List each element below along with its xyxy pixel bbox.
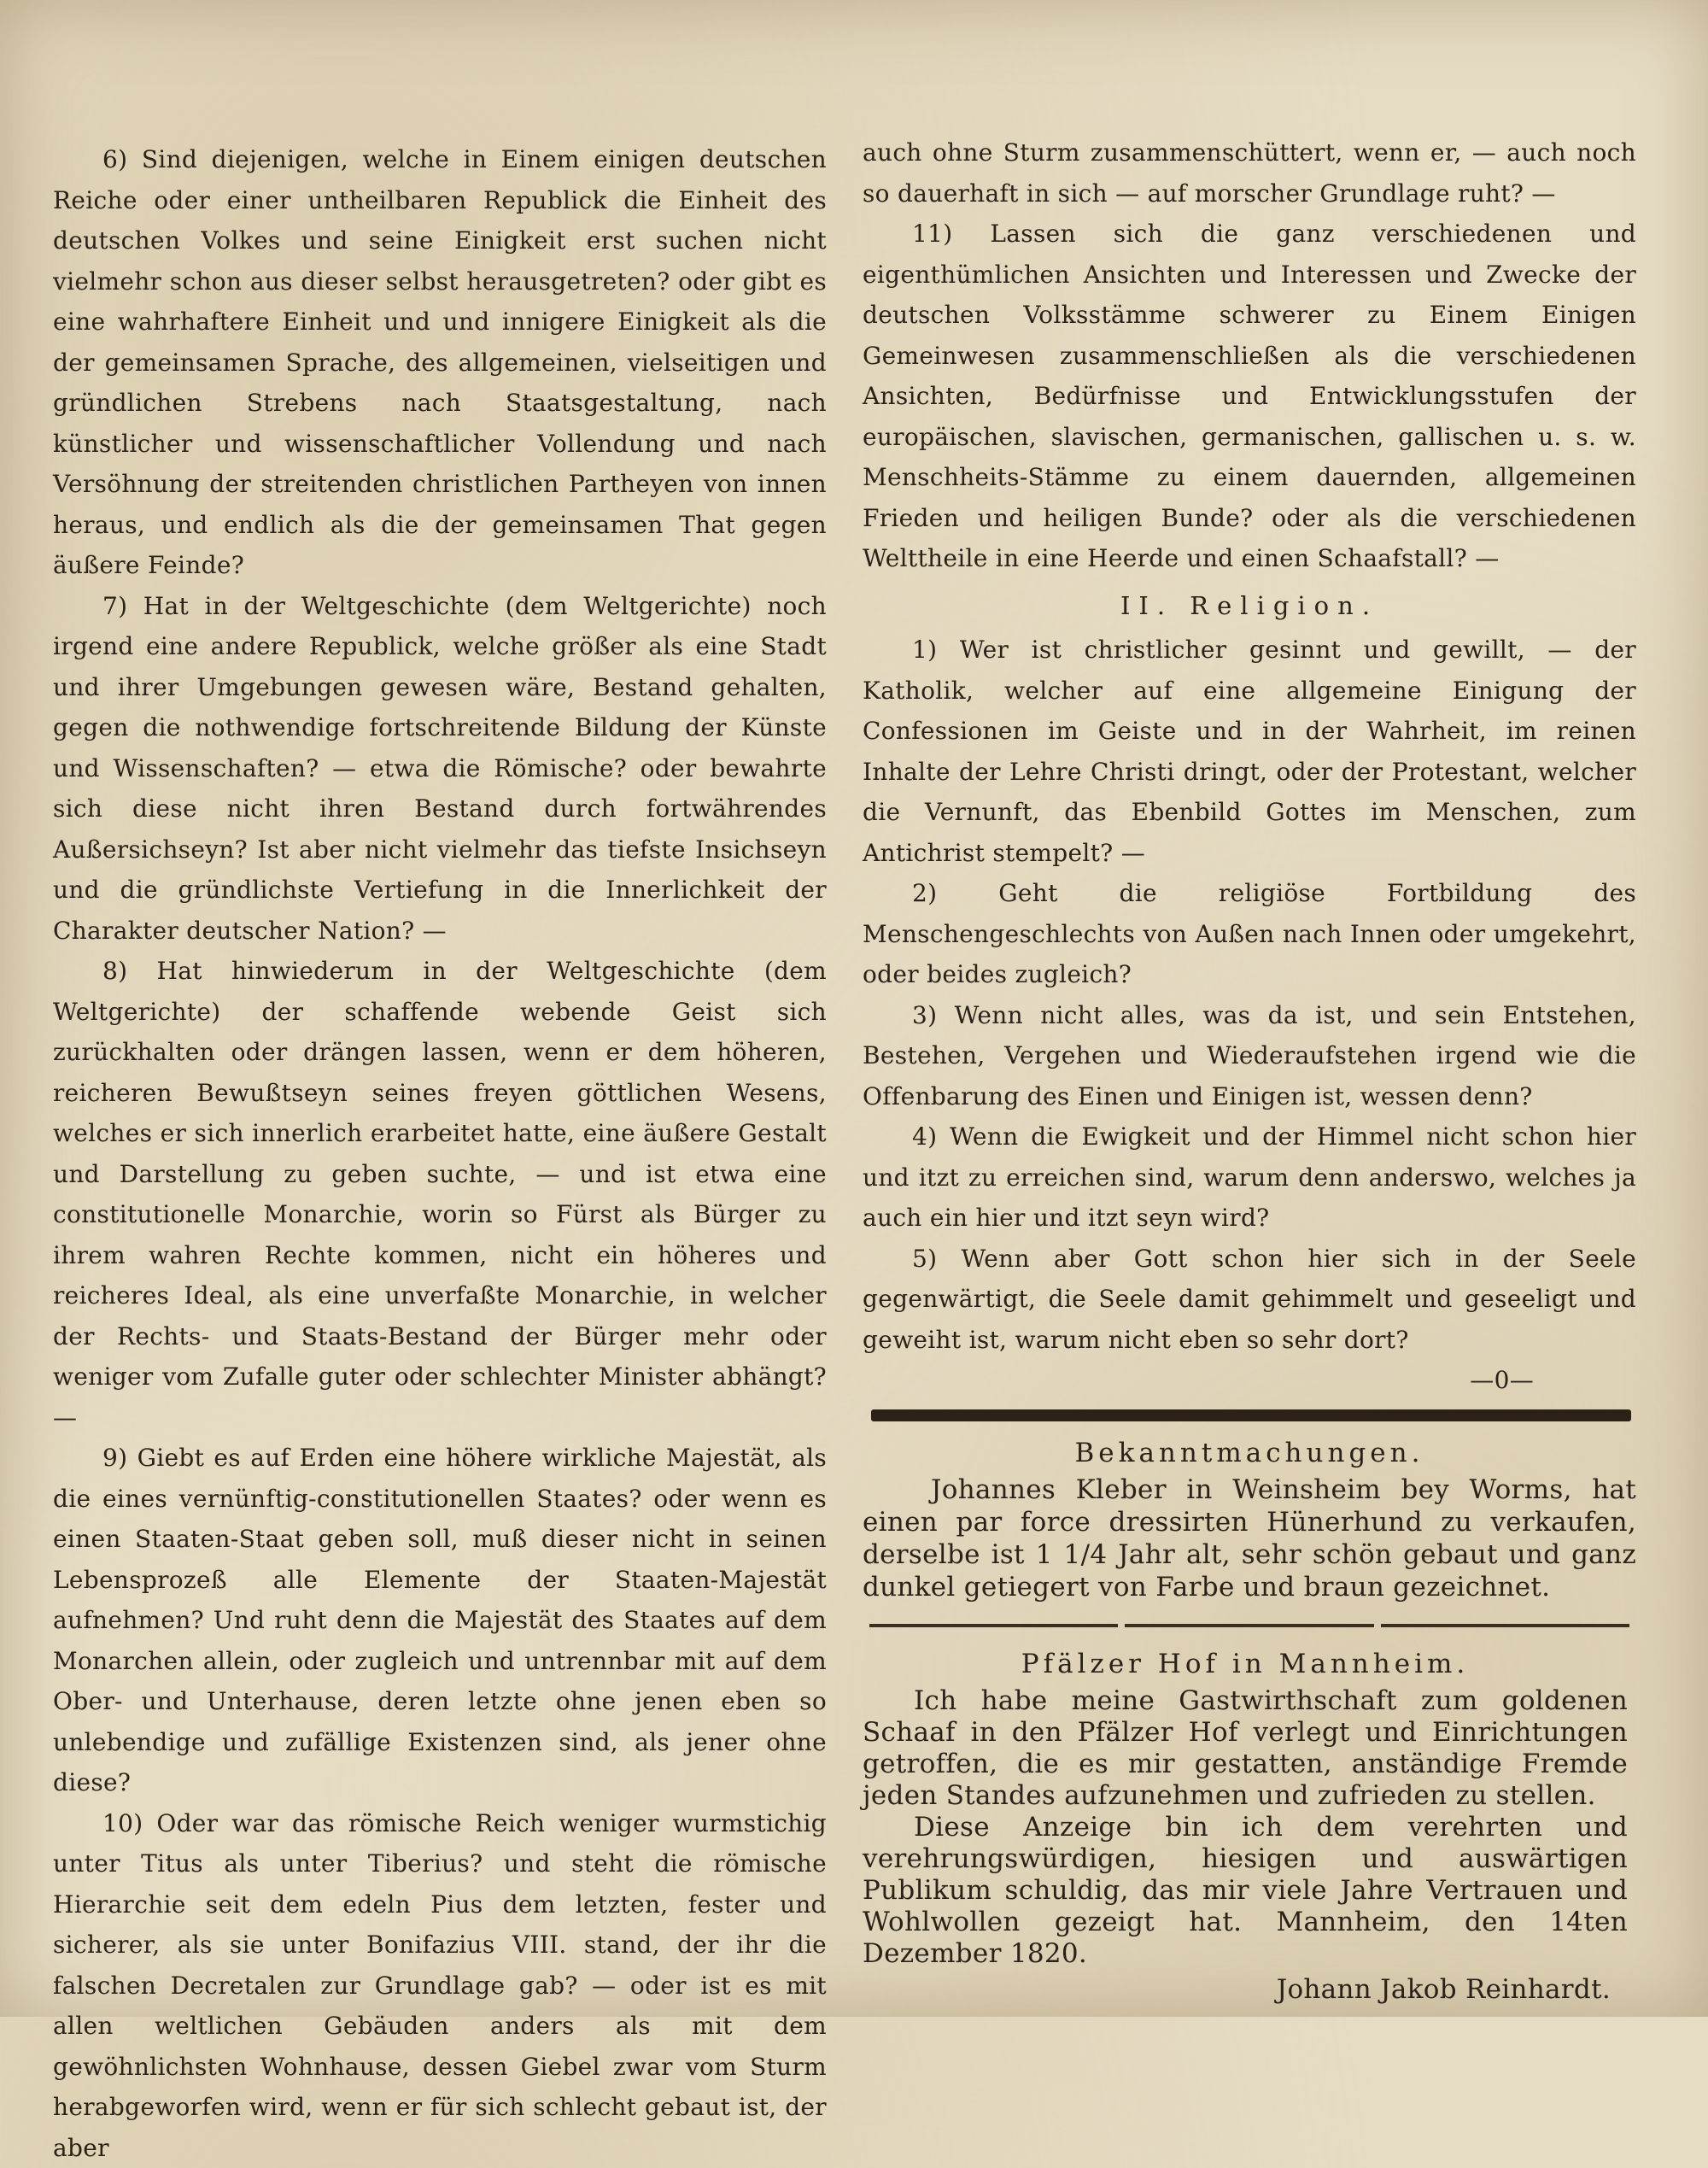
- rule-segment: [1381, 1624, 1629, 1627]
- ad-title: Pfälzer Hof in Mannheim.: [863, 1644, 1628, 1685]
- religion-question-1: 1) Wer ist christlicher gesinnt und gewillt, — der Katholik, welcher auf eine allgemeine Einigung der Confessionen im Geiste und in der Wahrheit, im reinen Inhalte der Lehre Christi dringt, oder der Protestant, welcher die Vernunft, das Ebenbild Gottes im Menschen, zum Antichrist stempelt? —: [863, 630, 1636, 873]
- religion-question-2: 2) Geht die religiöse Fortbildung des Menschengeschlechts von Außen nach Innen oder umgekehrt, oder beides zugleich?: [863, 873, 1636, 995]
- religion-question-4: 4) Wenn die Ewigkeit und der Himmel nicht schon hier und itzt zu erreichen sind, warum denn anderswo, welches ja auch ein hier und itzt seyn wird?: [863, 1116, 1636, 1239]
- rule-segment: [869, 1624, 1118, 1627]
- question-10-continued: auch ohne Sturm zusammenschüttert, wenn er, — auch noch so dauerhaft in sich — auf morscher Grundlage ruht? —: [863, 132, 1636, 214]
- notices-title: Bekanntmachungen.: [863, 1433, 1636, 1474]
- question-6: 6) Sind diejenigen, welche in Einem einigen deutschen Reiche oder einer untheilbaren Republick die Einheit des deutschen Volkes und seine Einigkeit erst suchen nicht vielmehr schon aus dieser selbst herausgetreten? oder gibt es eine wahrhaftere Einheit und und innigere Einigkeit als die der gemeinsamen Sprache, des allgemeinen, vielseitigen und gründlichen Strebens nach Staatsgestaltung, nach künstlicher und wissenschaftlicher Vollendung und nach Versöhnung der streitenden christlichen Partheyen von innen heraus, und endlich als die der gemeinsamen That gegen äußere Feinde?: [53, 139, 827, 586]
- question-9: 9) Giebt es auf Erden eine höhere wirkliche Majestät, als die eines vernünftig-constitutionellen Staates? oder wenn es einen Staaten-Staat geben soll, muß dieser nicht in seinen Lebensprozeß alle Elemente der Staaten-Majestät aufnehmen? Und ruht denn die Majestät des Staates auf dem Monarchen allein, oder zugleich und untrennbar mit auf dem Ober- und Unterhause, deren letzte ohne jenen eben so unlebendige und zufällige Existenzen sind, als jener ohne diese?: [53, 1438, 827, 1803]
- question-8: 8) Hat hinwiederum in der Weltgeschichte (dem Weltgerichte) der schaffende webende Geist sich zurückhalten oder drängen lassen, wenn er dem höheren, reicheren Bewußtseyn seines freyen göttlichen Wesens, welches er sich innerlich erarbeitet hatte, eine äußere Gestalt und Darstellung zu geben suchte, — und ist etwa eine constitutionelle Monarchie, worin so Fürst als Bürger zu ihrem wahren Rechte kommen, nicht ein höheres und reicheres Ideal, als eine unverfaßte Monarchie, in welcher der Rechts- und Staats-Bestand der Bürger mehr oder weniger vom Zufalle guter oder schlechter Minister abhängt? —: [53, 951, 827, 1438]
- notice-dog-sale: Johannes Kleber in Weinsheim bey Worms, hat einen par force dressirten Hünerhund zu verkaufen, derselbe ist 1 1/4 Jahr alt, sehr schön gebaut und ganz dunkel getiegert von Farbe und braun gezeichnet.: [863, 1474, 1636, 1603]
- question-11: 11) Lassen sich die ganz verschiedenen und eigenthümlichen Ansichten und Interessen und Zwecke der deutschen Volksstämme schwerer zu Einem Einigen Gemeinwesen zusammenschließen als die verschiedenen Ansichten, Bedürfnisse und Entwicklungsstufen der europäischen, slavischen, germanischen, gallischen u. s. w. Menschheits-Stämme zu einem dauernden, allgemeinen Frieden und heiligen Bunde? oder als die verschiedenen Welttheile in eine Heerde und einen Schaafstall? —: [863, 214, 1636, 579]
- question-7: 7) Hat in der Weltgeschichte (dem Weltgerichte) noch irgend eine andere Republick, welche größer als eine Stadt und ihrer Umgebungen gewesen wäre, Bestand gehalten, gegen die nothwendige fortschreitende Bildung der Künste und Wissenschaften? — etwa die Römische? oder bewahrte sich diese nicht ihren Bestand durch fortwährendes Außersichseyn? Ist aber nicht vielmehr das tiefste Insichseyn und die gründlichste Vertiefung in die Innerlichkeit der Charakter deutscher Nation? —: [53, 586, 827, 952]
- ad-signature: Johann Jakob Reinhardt.: [863, 1970, 1611, 2011]
- religion-question-3: 3) Wenn nicht alles, was da ist, und sein Entstehen, Bestehen, Vergehen und Wiederaufstehen irgend wie die Offenbarung des Einen und Einigen ist, wessen denn?: [863, 995, 1636, 1117]
- left-column: [53, 139, 827, 2168]
- section-heading-religion: II. Religion.: [863, 586, 1636, 627]
- ad-paragraph-2: Diese Anzeige bin ich dem verehrten und verehrungswürdigen, hiesigen und auswärtigen Publikum schuldig, das mir viele Jahre Vertrauen und Wohlwollen gezeigt hat. Mannheim, den 14ten Dezember 1820.: [863, 1812, 1628, 1970]
- end-mark: —0—: [863, 1360, 1534, 1401]
- thin-divider: [869, 1624, 1629, 1627]
- question-10: 10) Oder war das römische Reich weniger wurmstichig unter Titus als unter Tiberius? und steht die römische Hierarchie seit dem edeln Pius dem letzten, fester und sicherer, als sie unter Bonifazius VIII. stand, der ihr die falschen Decretalen zur Grundlage gab? — oder ist es mit allen weltlichen Gebäuden anders als mit dem gewöhnlichsten Wohnhause, dessen Giebel zwar vom Sturm herabgeworfen wird, wenn er für sich schlecht gebaut ist, der aber: [53, 1803, 827, 2168]
- inn-advertisement: [863, 1644, 1636, 2010]
- right-column: [863, 132, 1636, 2010]
- religion-question-5: 5) Wenn aber Gott schon hier sich in der Seele gegenwärtigt, die Seele damit gehimmelt und geseeligt und geweiht ist, warum nicht eben so sehr dort?: [863, 1239, 1636, 1361]
- rule-segment: [1125, 1624, 1373, 1627]
- ad-paragraph-1: Ich habe meine Gastwirthschaft zum goldenen Schaaf in den Pfälzer Hof verlegt und Einrichtungen getroffen, die es mir gestatten, anständige Fremde jeden Standes aufzunehmen und zufrieden zu stellen.: [863, 1685, 1628, 1812]
- thick-divider: [871, 1409, 1631, 1421]
